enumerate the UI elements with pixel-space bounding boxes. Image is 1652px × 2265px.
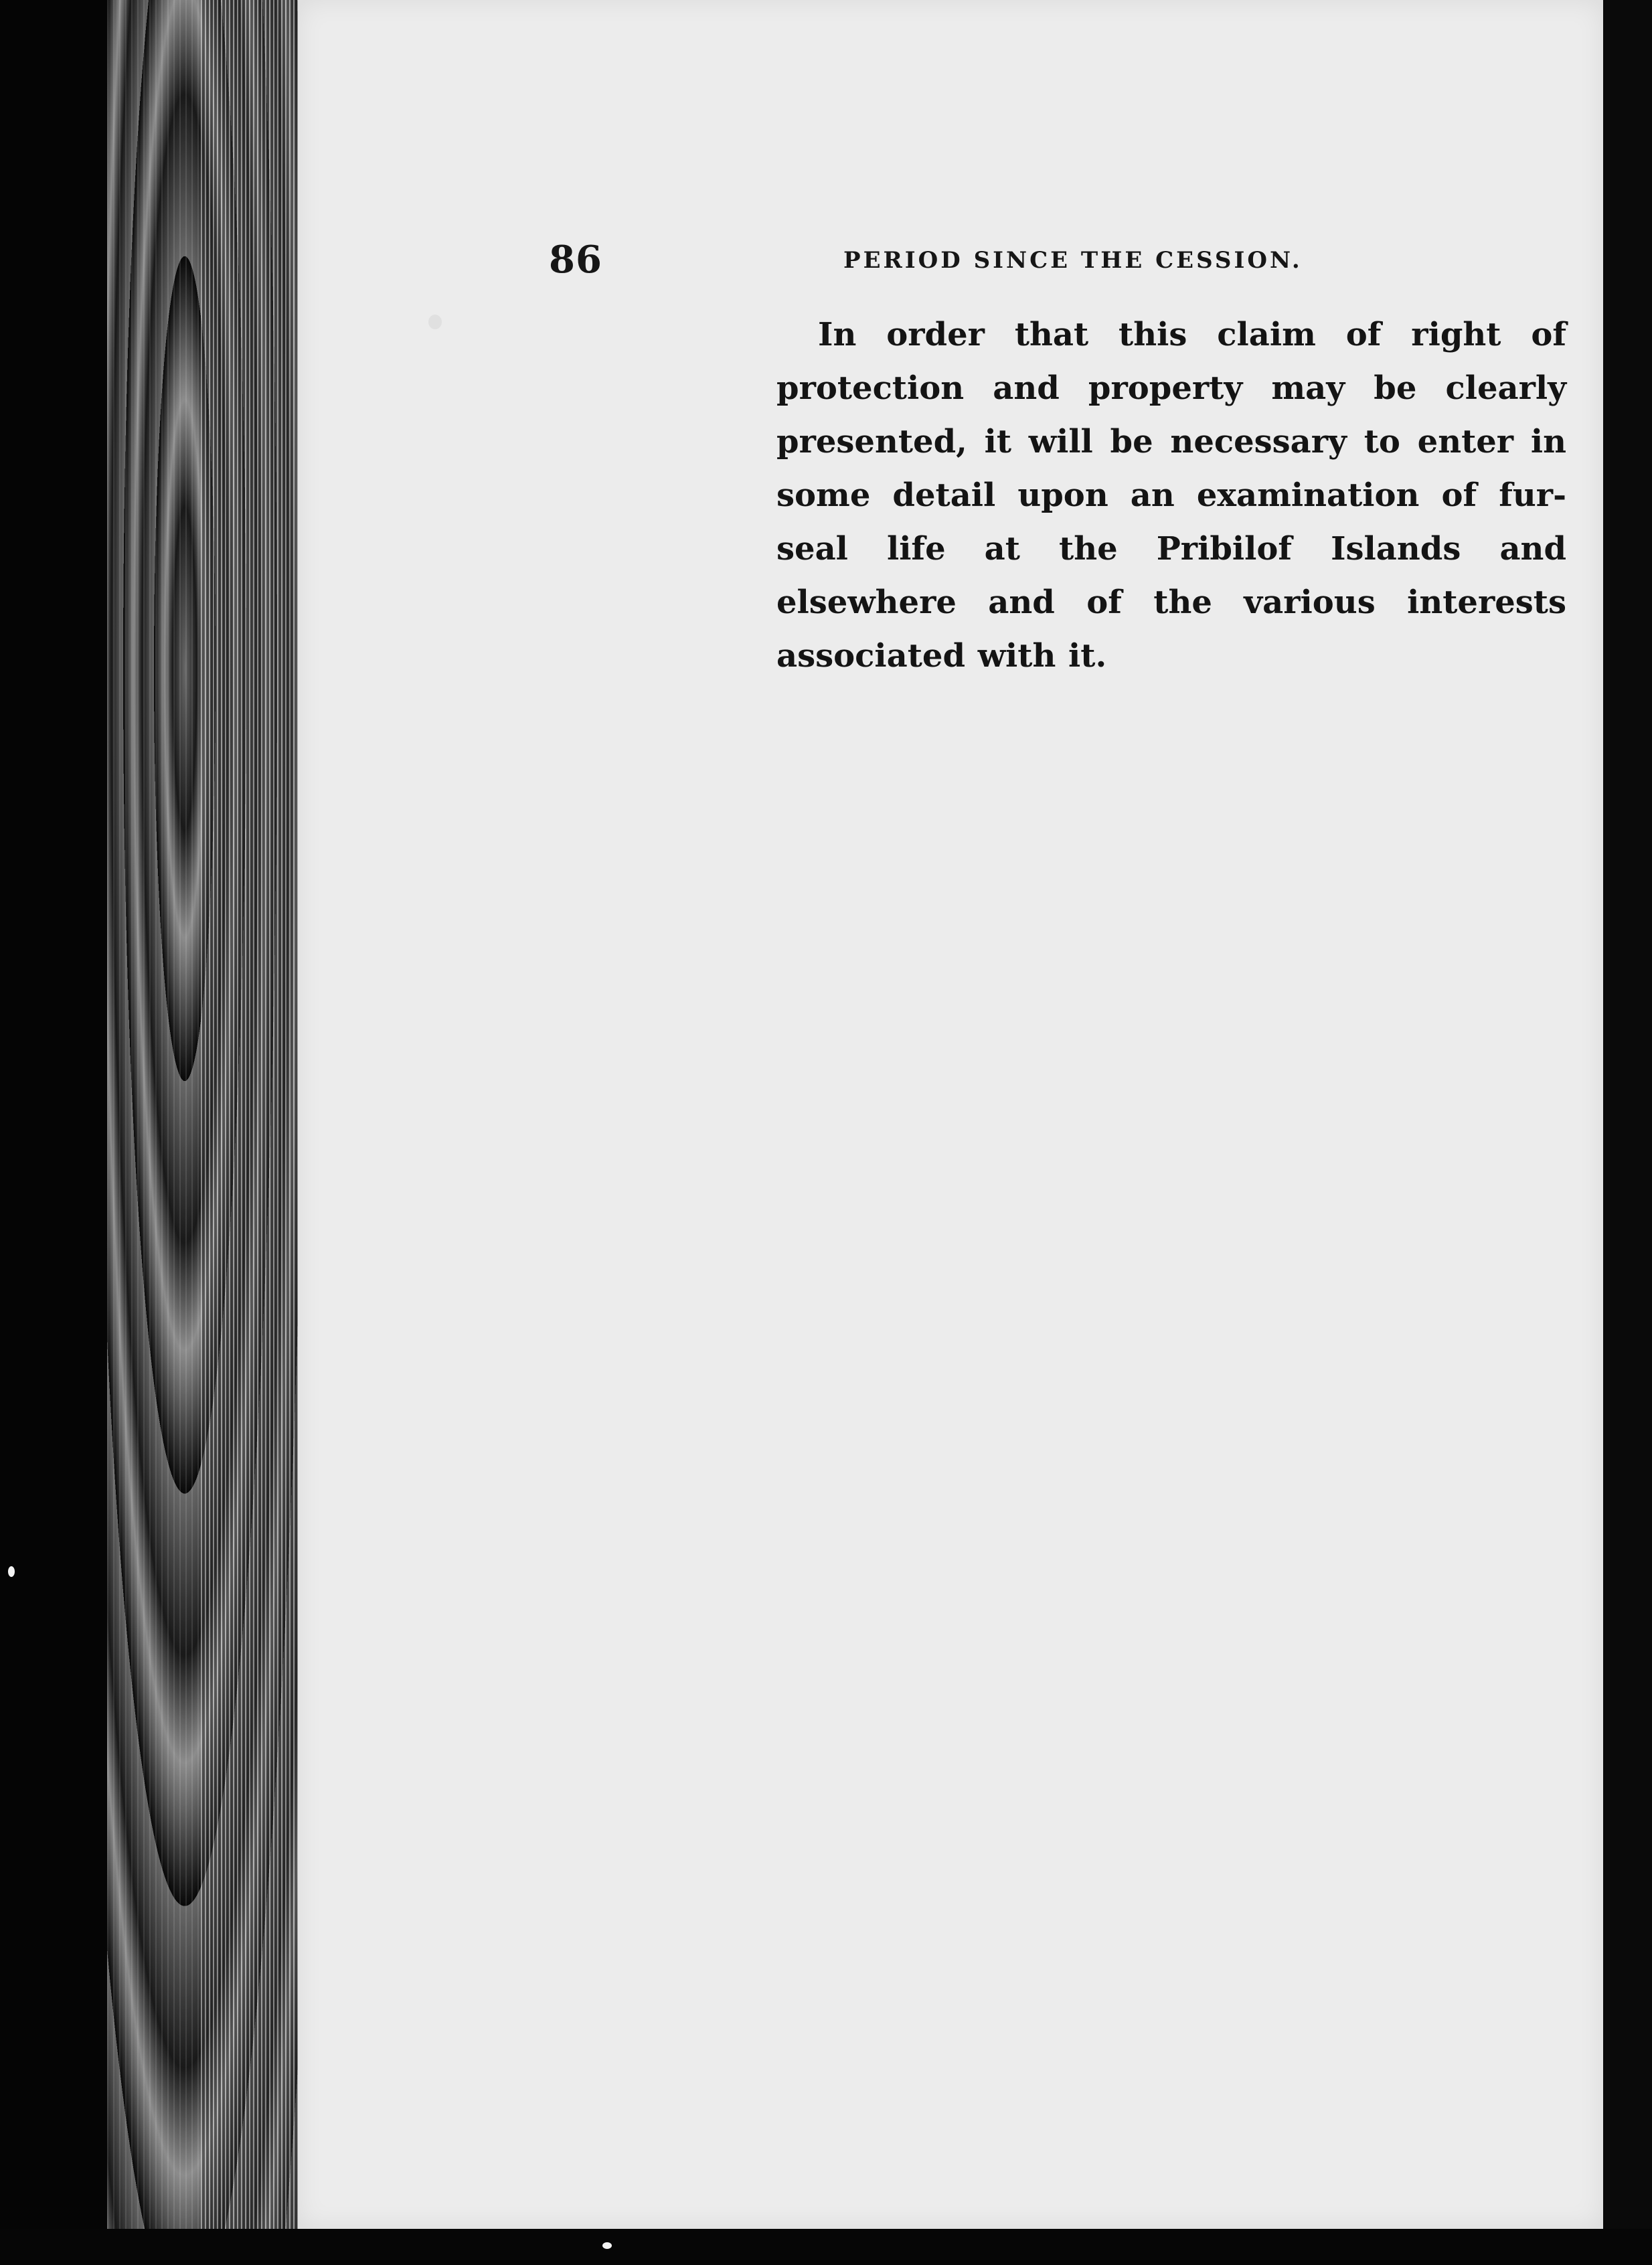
bottom-scan-border — [0, 2229, 1652, 2265]
dust-speck — [428, 315, 442, 329]
running-head — [549, 238, 1566, 284]
page-edges — [201, 0, 301, 2229]
running-title: PERIOD SINCE THE CESSION. — [843, 247, 1303, 274]
page-number: 86 — [549, 238, 602, 282]
dust-speck — [602, 2242, 612, 2249]
dust-speck — [8, 1566, 15, 1577]
right-scan-border — [1603, 0, 1652, 2265]
body-paragraph: In order that this claim of right of protection and property may be clearly presented, it will be necessary to enter in some detail upon an examination of fur-seal life at the Pribilof Islands and elsewhere and of the various interests associated with it. — [776, 316, 1566, 675]
